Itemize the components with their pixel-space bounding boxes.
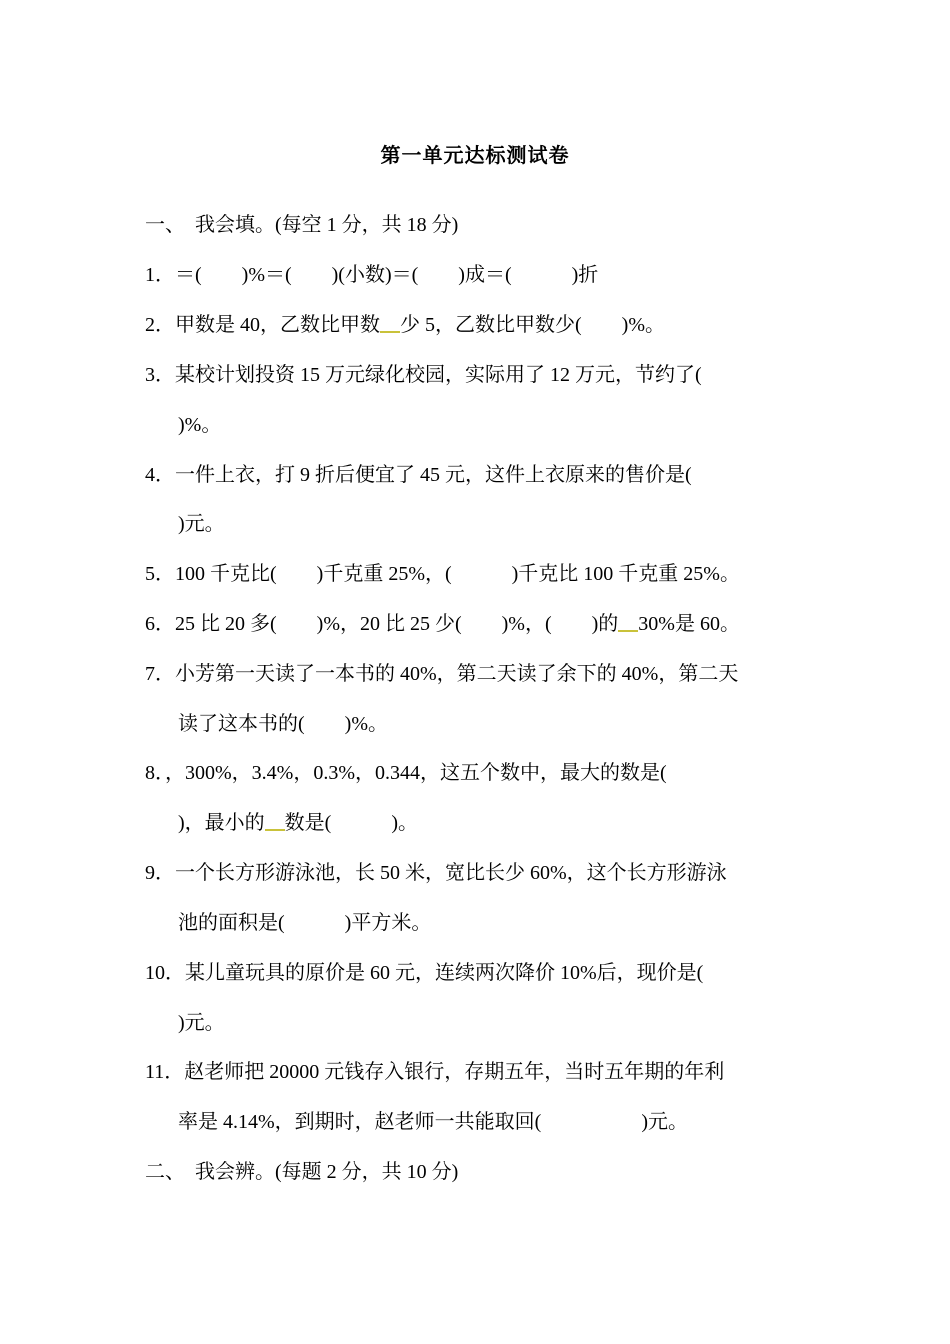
- highlight-mark: [265, 829, 285, 831]
- section-2-heading: 二、 我会辨。(每题 2 分，共 10 分): [145, 1161, 459, 1183]
- question-10: 10．某儿童玩具的原价是 60 元，连续两次降价 10%后，现价是(: [145, 962, 704, 984]
- question-6-part-a: 6．25 比 20 多( )%，20 比 25 少( )%，( )的: [145, 613, 619, 635]
- question-7: 7．小芳第一天读了一本书的 40%，第二天读了余下的 40%，第二天: [145, 663, 739, 685]
- question-9: 9．一个长方形游泳池，长 50 米，宽比长少 60%，这个长方形游泳: [145, 862, 727, 884]
- question-11-continuation: 率是 4.14%，到期时，赵老师一共能取回( )元。: [178, 1111, 688, 1133]
- question-1: 1．＝( )%＝( )(小数)＝( )成＝( )折: [145, 264, 599, 286]
- question-5: 5．100 千克比( )千克重 25%，( )千克比 100 千克重 25%。: [145, 563, 740, 585]
- question-4-continuation: )元。: [178, 513, 225, 535]
- question-3-continuation: )%。: [178, 414, 222, 436]
- question-8: 8．，300%，3.4%，0.3%，0.344，这五个数中，最大的数是(: [145, 762, 667, 784]
- question-11: 11．赵老师把 20000 元钱存入银行，存期五年，当时五年期的年利: [145, 1061, 725, 1083]
- question-3: 3．某校计划投资 15 万元绿化校园，实际用了 12 万元，节约了(: [145, 364, 702, 386]
- question-8-part-b1: )，最小的: [178, 812, 265, 834]
- highlight-mark: [380, 331, 400, 333]
- question-8-part-b2: 数是( )。: [284, 812, 418, 834]
- page-title: 第一单元达标测试卷: [380, 145, 570, 167]
- question-2-part-a: 2．甲数是 40，乙数比甲数: [145, 314, 380, 336]
- question-9-continuation: 池的面积是( )平方米。: [178, 912, 432, 934]
- question-2: [145, 311, 665, 339]
- question-8-continuation: [178, 809, 418, 837]
- question-10-continuation: )元。: [178, 1012, 225, 1034]
- question-2-part-b: 少 5，乙数比甲数少( )%。: [400, 314, 665, 336]
- question-6-part-b: 30%是 60。: [638, 613, 740, 635]
- section-1-heading: 一、 我会填。(每空 1 分，共 18 分): [145, 214, 459, 236]
- question-4: 4．一件上衣，打 9 折后便宜了 45 元，这件上衣原来的售价是(: [145, 464, 692, 486]
- question-6: [145, 610, 740, 638]
- highlight-mark: [618, 630, 638, 632]
- question-7-continuation: 读了这本书的( )%。: [178, 713, 388, 735]
